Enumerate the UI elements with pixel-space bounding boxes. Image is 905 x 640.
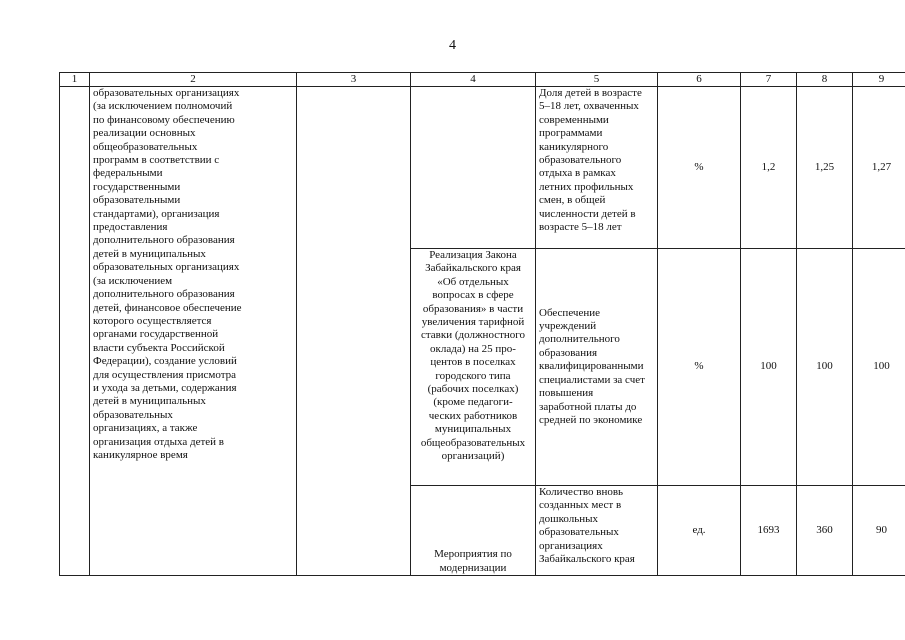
measure-cell: Мероприятия по модернизации xyxy=(411,486,536,576)
indicator-cell: Количество вновь созданных мест в дошкольных образовательных организациях Забайкальского края xyxy=(536,486,658,576)
measure-cell: Реализация Закона Забайкальского края «Об отдельных вопросах в сфере образования» в части увеличения тарифной ставки (должностного оклада) на 25 про- центов в поселках городского типа (рабочих поселках) (кроме педагоги- ческих работников муниципальных общеобразовательных организаций) xyxy=(411,249,536,486)
indicator-cell: Доля детей в возрасте 5–18 лет, охваченных современными программами каникулярного образовательного отдыха в рамках летних профильных смен, в общей численности детей в возрасте 5–18 лет xyxy=(536,87,658,249)
header-col-3: 3 xyxy=(297,73,411,87)
header-col-1: 1 xyxy=(60,73,90,87)
value-2013-cell: 1693 xyxy=(741,486,797,576)
indicator-cell: Обеспечение учреждений дополнительного образования квалифицированными специалистами за счет повышения заработной платы до средней по экономике xyxy=(536,249,658,486)
header-col-2: 2 xyxy=(90,73,297,87)
unit-cell: % xyxy=(658,87,741,249)
unit-cell: % xyxy=(658,249,741,486)
value-2014-cell: 360 xyxy=(797,486,853,576)
header-col-7: 7 xyxy=(741,73,797,87)
page-number: 4 xyxy=(449,38,456,53)
header-col-4: 4 xyxy=(411,73,536,87)
value-2015-cell: 90 xyxy=(853,486,905,576)
header-col-8: 8 xyxy=(797,73,853,87)
value-2013-cell: 100 xyxy=(741,249,797,486)
header-col-6: 6 xyxy=(658,73,741,87)
value-2014-cell: 100 xyxy=(797,249,853,486)
value-2014-cell: 1,25 xyxy=(797,87,853,249)
task-description-cell: образовательных организациях (за исключением полномочий по финансовому обеспечению реализации основных общеобразовательных программ в соответствии с федеральными государственными образовательными стандартами), организация предоставления дополнительного образования детей в муниципальных образовательных организациях (за исключением дополнительного образования детей, финансовое обеспечение которого осуществляется органами государственной власти субъекта Российской Федерации), создание условий для осуществления присмотра и ухода за детьми, содержания детей в муниципальных образовательных организациях, а также организация отдыха детей в каникулярное время xyxy=(90,87,297,576)
header-col-9: 9 xyxy=(853,73,905,87)
measure-cell xyxy=(411,87,536,249)
header-col-5: 5 xyxy=(536,73,658,87)
value-2015-cell: 1,27 xyxy=(853,87,905,249)
table-row xyxy=(60,87,905,249)
col3-cell xyxy=(297,87,411,576)
value-2013-cell: 1,2 xyxy=(741,87,797,249)
unit-cell: ед. xyxy=(658,486,741,576)
header-row xyxy=(60,73,905,87)
value-2015-cell: 100 xyxy=(853,249,905,486)
indicators-table xyxy=(59,72,905,576)
col1-cell xyxy=(60,87,90,576)
